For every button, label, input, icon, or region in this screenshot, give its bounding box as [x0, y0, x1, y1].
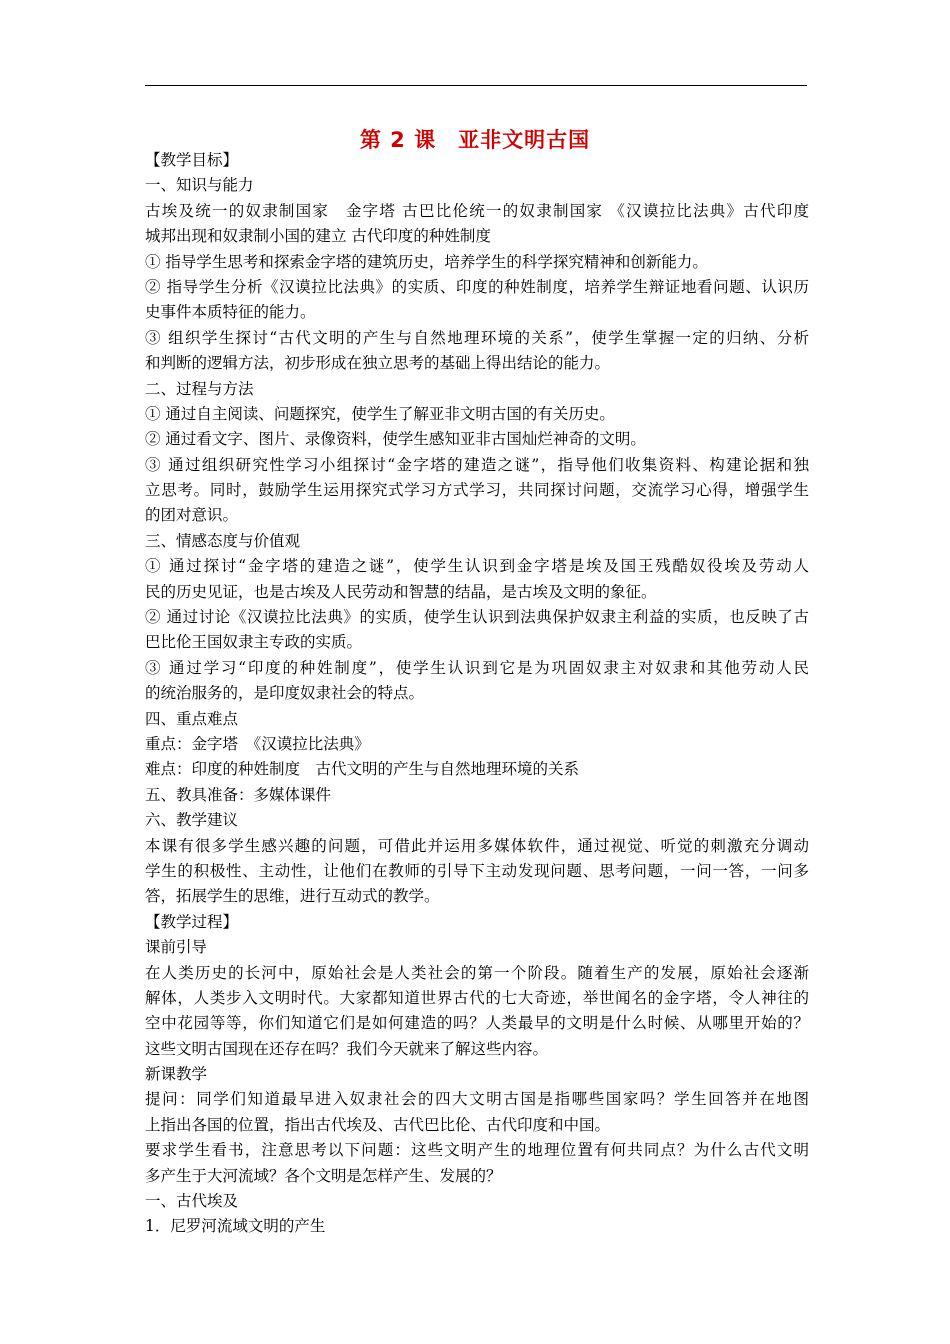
text-line: ② 通过看文字、图片、录像资料，使学生感知亚非古国灿烂神奇的文明。: [145, 430, 646, 449]
text-line: 巴比伦王国奴隶主专政的实质。: [145, 633, 363, 652]
text-line: 【教学目标】: [145, 151, 239, 169]
text-line: 五、教具准备：多媒体课件: [145, 785, 332, 804]
text-line: 民的历史见证，也是古埃及人民劳动和智慧的结晶，是古埃及文明的象征。: [145, 582, 657, 601]
document-body: [145, 148, 809, 1240]
text-line: 的统治服务的，是印度奴隶社会的特点。: [145, 684, 425, 703]
text-line: 三、情感态度与价值观: [145, 531, 301, 550]
text-line: 这些文明古国现在还存在吗？我们今天就来了解这些内容。: [145, 1039, 549, 1058]
text-line: ① 通过自主阅读、问题探究，使学生了解亚非文明古国的有关历史。: [145, 404, 615, 423]
text-line: ③ 通过学习“印度的种姓制度”，使学生认识到它是为巩固奴隶主对奴隶和其他劳动人民: [145, 658, 809, 677]
text-line: ③ 组织学生探讨“古代文明的产生与自然地理环境的关系”，使学生掌握一定的归纳、分析: [145, 328, 809, 347]
text-line: ② 指导学生分析《汉谟拉比法典》的实质、印度的种姓制度，培养学生辩证地看问题、认识历: [145, 277, 809, 296]
text-line: 六、教学建议: [145, 811, 239, 830]
text-line: 一、古代埃及: [145, 1192, 239, 1211]
text-line: 要求学生看书，注意思考以下问题：这些文明产生的地理位置有何共同点？为什么古代文明: [145, 1141, 809, 1160]
text-line: 答，拓展学生的思维，进行互动式的教学。: [145, 887, 440, 906]
text-line: 立思考。同时，鼓励学生运用探究式学习方式学习，共同探讨问题，交流学习心得，增强学生: [145, 481, 809, 500]
text-line: ③ 通过组织研究性学习小组探讨“金字塔的建造之谜”，指导他们收集资料、构建论据和独: [145, 455, 809, 474]
text-line: 二、过程与方法: [145, 379, 254, 398]
text-line: 提问：同学们知道最早进入奴隶社会的四大文明古国是指哪些国家吗？学生回答并在地图: [145, 1090, 809, 1109]
text-line: 空中花园等等，你们知道它们是如何建造的吗？人类最早的文明是什么时候、从哪里开始的？: [145, 1014, 809, 1033]
text-line: 一、知识与能力: [145, 176, 254, 195]
text-line: 难点：印度的种姓制度 古代文明的产生与自然地理环境的关系: [145, 760, 580, 779]
text-line: 1．尼罗河流域文明的产生: [145, 1217, 326, 1236]
text-line: ② 通过讨论《汉谟拉比法典》的实质，使学生认识到法典保护奴隶主利益的实质，也反映了古: [145, 608, 809, 627]
text-line: 的团对意识。: [145, 506, 239, 525]
text-line: ① 指导学生思考和探索金字塔的建筑历史，培养学生的科学探究精神和创新能力。: [145, 252, 708, 271]
text-line: 本课有很多学生感兴趣的问题，可借此并运用多媒体软件，通过视觉、听觉的刺激充分调动: [145, 836, 809, 855]
text-line: ① 通过探讨“金字塔的建造之谜”，使学生认识到金字塔是埃及国王残酷奴役埃及劳动人: [145, 557, 809, 576]
text-line: 解体，人类步入文明时代。大家都知道世界古代的七大奇迹，举世闻名的金字塔，令人神往的: [145, 988, 809, 1007]
text-line: 重点：金字塔 《汉谟拉比法典》: [145, 734, 370, 753]
text-line: 古埃及统一的奴隶制国家 金字塔 古巴比伦统一的奴隶制国家 《汉谟拉比法典》古代印度: [145, 201, 809, 220]
text-line: 课前引导: [145, 938, 208, 957]
text-line: 在人类历史的长河中，原始社会是人类社会的第一个阶段。随着生产的发展，原始社会逐渐: [145, 963, 809, 982]
lesson-title: 第 2 课 亚非文明古国: [359, 128, 591, 152]
text-line: 新课教学: [145, 1065, 208, 1084]
text-line: 【教学过程】: [145, 912, 239, 931]
text-line: 史事件本质特征的能力。: [145, 303, 316, 322]
text-line: 四、重点难点: [145, 709, 239, 728]
text-line: 上指出各国的位置，指出古代埃及、古代巴比伦、古代印度和中国。: [145, 1115, 611, 1134]
text-line: 和判断的逻辑方法，初步形成在独立思考的基础上得出结论的能力。: [145, 354, 611, 373]
text-line: 多产生于大河流域？各个文明是怎样产生、发展的？: [145, 1166, 502, 1185]
text-line: 城邦出现和奴隶制小国的建立 古代印度的种姓制度: [145, 227, 491, 246]
header-rule: [145, 85, 807, 86]
text-line: 学生的积极性、主动性，让他们在教师的引导下主动发现问题、思考问题，一问一答，一问多: [145, 861, 809, 880]
